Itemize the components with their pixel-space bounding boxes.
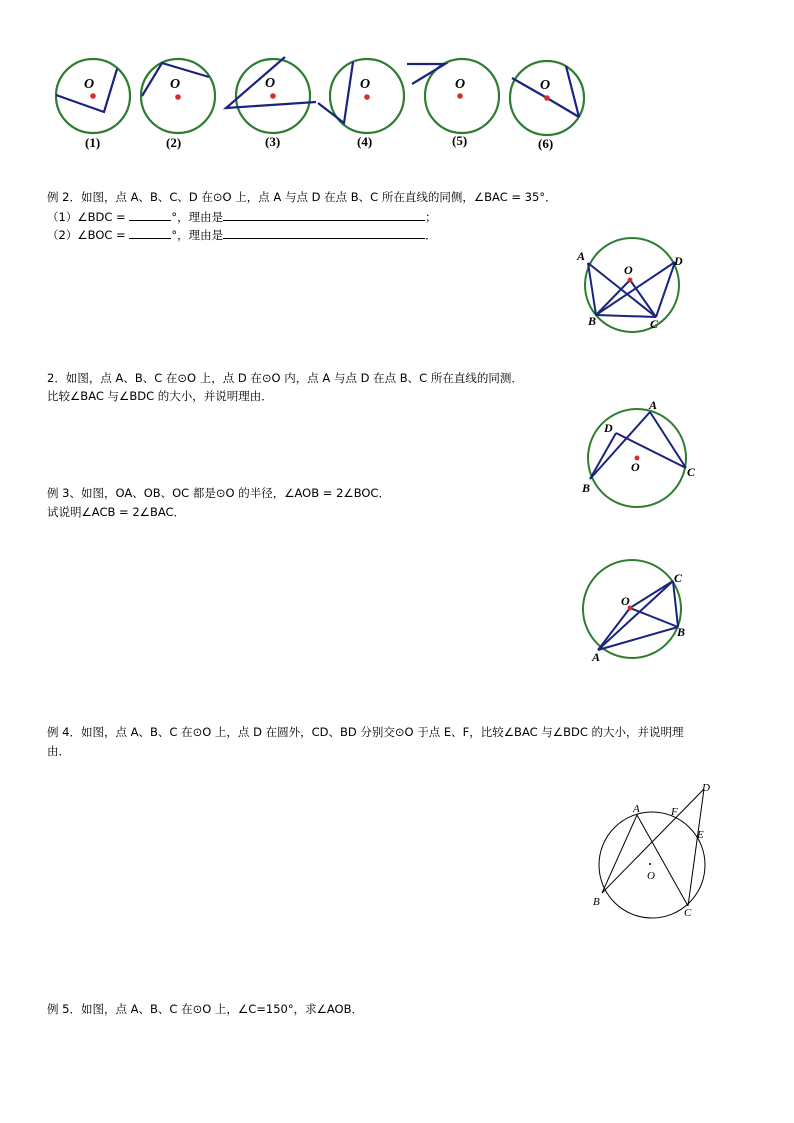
angle-lines	[407, 64, 445, 84]
center-label: O	[265, 76, 276, 91]
ex4-statement-cont: 由．	[47, 744, 70, 758]
segment-OB	[630, 608, 678, 627]
q2-prefix: （2）∠BOC =	[47, 228, 130, 242]
figure-6	[510, 61, 584, 135]
center-dot	[364, 94, 370, 100]
q1-reason-blank[interactable]	[223, 209, 425, 221]
segment-AB	[588, 263, 596, 315]
segment-AO	[598, 608, 630, 650]
center-dot	[90, 93, 96, 99]
ex2-question-2	[47, 227, 437, 242]
center-dot	[649, 863, 651, 865]
label-C: C	[650, 317, 659, 331]
label-C: C	[674, 571, 683, 585]
label-A: A	[592, 650, 601, 664]
figure-label-2: (2)	[166, 135, 182, 150]
ex2-question-1	[47, 209, 437, 224]
ex5-statement: 例 5．如图，点 A、B、C 在⊙O 上，∠C=150°，求∠AOB．	[47, 1002, 364, 1016]
segment-OC	[630, 581, 673, 608]
q2-angle-blank[interactable]	[129, 227, 171, 239]
figure-label-3: (3)	[265, 134, 281, 149]
label-O: O	[631, 460, 640, 474]
top-figures	[0, 0, 794, 170]
figure-label-4: (4)	[357, 134, 373, 149]
ex2-figure	[560, 225, 710, 340]
q2-end: ．	[425, 228, 437, 242]
label-O: O	[624, 263, 633, 277]
label-B: B	[588, 314, 597, 328]
label-O: O	[621, 594, 630, 608]
circle	[585, 238, 679, 332]
q2-mid: °，理由是	[171, 228, 224, 242]
center-dot	[270, 93, 276, 99]
figure-1	[56, 59, 130, 133]
center-dot	[628, 278, 633, 283]
ex4-statement: 例 4．如图，点 A、B、C 在⊙O 上，点 D 在圆外，CD、BD 分别交⊙O 于点 E、F，比较∠BAC 与∠BDC 的大小，并说明理	[47, 725, 684, 739]
segment-AC	[588, 263, 656, 317]
label-D: D	[674, 254, 683, 268]
figure-3	[226, 57, 316, 133]
label-D: D	[702, 782, 710, 794]
center-dot	[544, 95, 550, 101]
figure-label-6: (6)	[538, 136, 554, 151]
label-D: D	[604, 421, 613, 435]
q1-prefix: （1）∠BDC =	[47, 210, 130, 224]
ex3-figure	[570, 555, 710, 670]
center-label: O	[540, 78, 551, 93]
ex2-statement: 例 2．如图，点 A、B、C、D 在⊙O 上，点 A 与点 D 在点 B、C 所在直线的同侧，∠BAC = 35°．	[47, 190, 557, 204]
label-E: E	[697, 829, 704, 841]
label-O: O	[647, 870, 655, 882]
ex3-statement: 例 3、如图，OA、OB、OC 都是⊙O 的半径，∠AOB = 2∠BOC．	[47, 486, 390, 500]
center-label: O	[455, 77, 466, 92]
q1-mid: °，理由是	[171, 210, 224, 224]
label-B: B	[593, 896, 600, 908]
segment-BC	[596, 315, 656, 317]
q1-end: ；	[425, 210, 437, 224]
q1-angle-blank[interactable]	[129, 209, 171, 221]
label-A: A	[649, 398, 658, 412]
ex3-question: 试说明∠ACB = 2∠BAC．	[47, 505, 186, 519]
p2-question: 比较∠BAC 与∠BDC 的大小，并说明理由．	[47, 389, 273, 403]
figure-label-1: (1)	[85, 135, 101, 150]
figure-4	[318, 59, 404, 133]
ex4-figure	[585, 775, 725, 925]
center-dot	[457, 93, 463, 99]
figure-5	[407, 59, 499, 133]
figure-label-5: (5)	[452, 133, 468, 148]
center-label: O	[170, 77, 181, 92]
label-A: A	[633, 803, 640, 815]
label-A: A	[577, 249, 586, 263]
label-C: C	[687, 465, 696, 479]
center-label: O	[360, 77, 371, 92]
center-label: O	[84, 77, 95, 92]
segment-OB	[596, 280, 630, 315]
label-B: B	[677, 625, 686, 639]
figure-2	[141, 59, 215, 133]
label-B: B	[582, 481, 591, 495]
p2-statement: 2．如图，点 A、B、C 在⊙O 上，点 D 在⊙O 内，点 A 与点 D 在点 B、C 所在直线的同测．	[47, 371, 523, 385]
center-dot	[175, 94, 181, 100]
segment-DB	[590, 433, 616, 479]
segment-AC	[637, 815, 688, 906]
label-F: F	[671, 806, 678, 818]
q2-reason-blank[interactable]	[223, 227, 425, 239]
p2-figure	[570, 395, 710, 515]
label-C: C	[684, 907, 692, 919]
segment-AB	[602, 815, 637, 893]
